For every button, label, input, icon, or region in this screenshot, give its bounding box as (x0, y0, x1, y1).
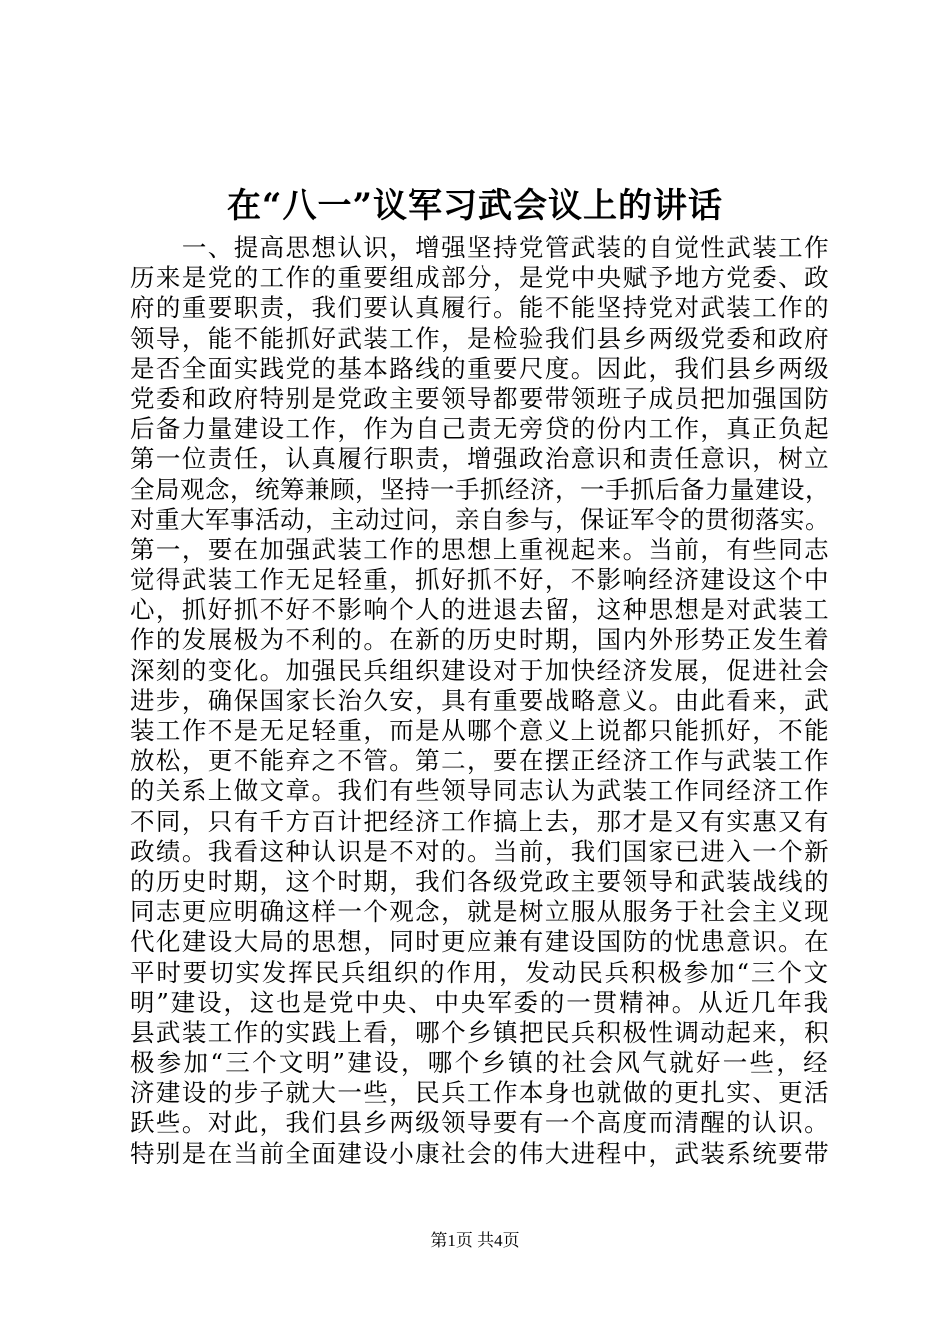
text-line: 全局观念，统筹兼顾，坚持一手抓经济，一手抓后备力量建设， (130, 474, 830, 504)
text-line: 后备力量建设工作，作为自己责无旁贷的份内工作，真正负起 (130, 414, 830, 444)
text-line: 一、提高思想认识，增强坚持党管武装的自觉性武装工作 (130, 233, 830, 262)
text-line: 特别是在当前全面建设小康社会的伟大进程中，武装系统要带 (130, 1138, 830, 1168)
text-line: 进步，确保国家长治久安，具有重要战略意义。由此看来，武 (130, 685, 830, 715)
text-line: 跃些。对此，我们县乡两级领导要有一个高度而清醒的认识。 (130, 1108, 830, 1138)
text-line: 心，抓好抓不好不影响个人的进退去留，这种思想是对武装工 (130, 595, 830, 625)
text-line: 平时要切实发挥民兵组织的作用，发动民兵积极参加“三个文 (130, 957, 830, 987)
text-line: 府的重要职责，我们要认真履行。能不能坚持党对武装工作的 (130, 293, 830, 323)
text-line: 极参加“三个文明”建设，哪个乡镇的社会风气就好一些，经 (130, 1048, 830, 1078)
text-line: 县武装工作的实践上看，哪个乡镇把民兵积极性调动起来，积 (130, 1017, 830, 1047)
text-line: 放松，更不能弃之不管。第二，要在摆正经济工作与武装工作 (130, 746, 830, 776)
body-text (130, 233, 830, 1169)
text-line: 济建设的步子就大一些，民兵工作本身也就做的更扎实、更活 (130, 1078, 830, 1108)
text-line: 装工作不是无足轻重，而是从哪个意义上说都只能抓好，不能 (130, 716, 830, 745)
text-line: 政绩。我看这种认识是不对的。当前，我们国家已进入一个新 (130, 836, 830, 866)
text-line: 的历史时期，这个时期，我们各级党政主要领导和武装战线的 (130, 866, 830, 896)
text-line: 明”建设，这也是党中央、中央军委的一贯精神。从近几年我 (130, 987, 830, 1017)
text-line: 第一，要在加强武装工作的思想上重视起来。当前，有些同志 (130, 534, 830, 564)
text-line: 领导，能不能抓好武装工作，是检验我们县乡两级党委和政府 (130, 323, 830, 353)
text-line: 同志更应明确这样一个观念，就是树立服从服务于社会主义现 (130, 897, 830, 927)
text-line: 深刻的变化。加强民兵组织建设对于加快经济发展，促进社会 (130, 655, 830, 685)
text-line: 作的发展极为不利的。在新的历史时期，国内外形势正发生着 (130, 625, 830, 655)
text-line: 不同，只有千方百计把经济工作搞上去，那才是又有实惠又有 (130, 806, 830, 836)
text-line: 党委和政府特别是党政主要领导都要带领班子成员把加强国防 (130, 383, 830, 413)
text-line: 的关系上做文章。我们有些领导同志认为武装工作同经济工作 (130, 776, 830, 806)
text-line: 是否全面实践党的基本路线的重要尺度。因此，我们县乡两级 (130, 353, 830, 383)
text-line: 对重大军事活动，主动过问，亲自参与，保证军令的贯彻落实。 (130, 504, 830, 534)
document-title: 在“八一”议军习武会议上的讲话 (226, 186, 724, 226)
text-line: 觉得武装工作无足轻重，抓好抓不好，不影响经济建设这个中 (130, 565, 830, 595)
text-line: 代化建设大局的思想，同时更应兼有建设国防的忧患意识。在 (130, 927, 830, 957)
text-line: 历来是党的工作的重要组成部分，是党中央赋予地方党委、政 (130, 263, 830, 293)
text-line: 第一位责任，认真履行职责，增强政治意识和责任意识，树立 (130, 444, 830, 474)
page-footer: 第1页 共4页 (430, 1231, 520, 1250)
